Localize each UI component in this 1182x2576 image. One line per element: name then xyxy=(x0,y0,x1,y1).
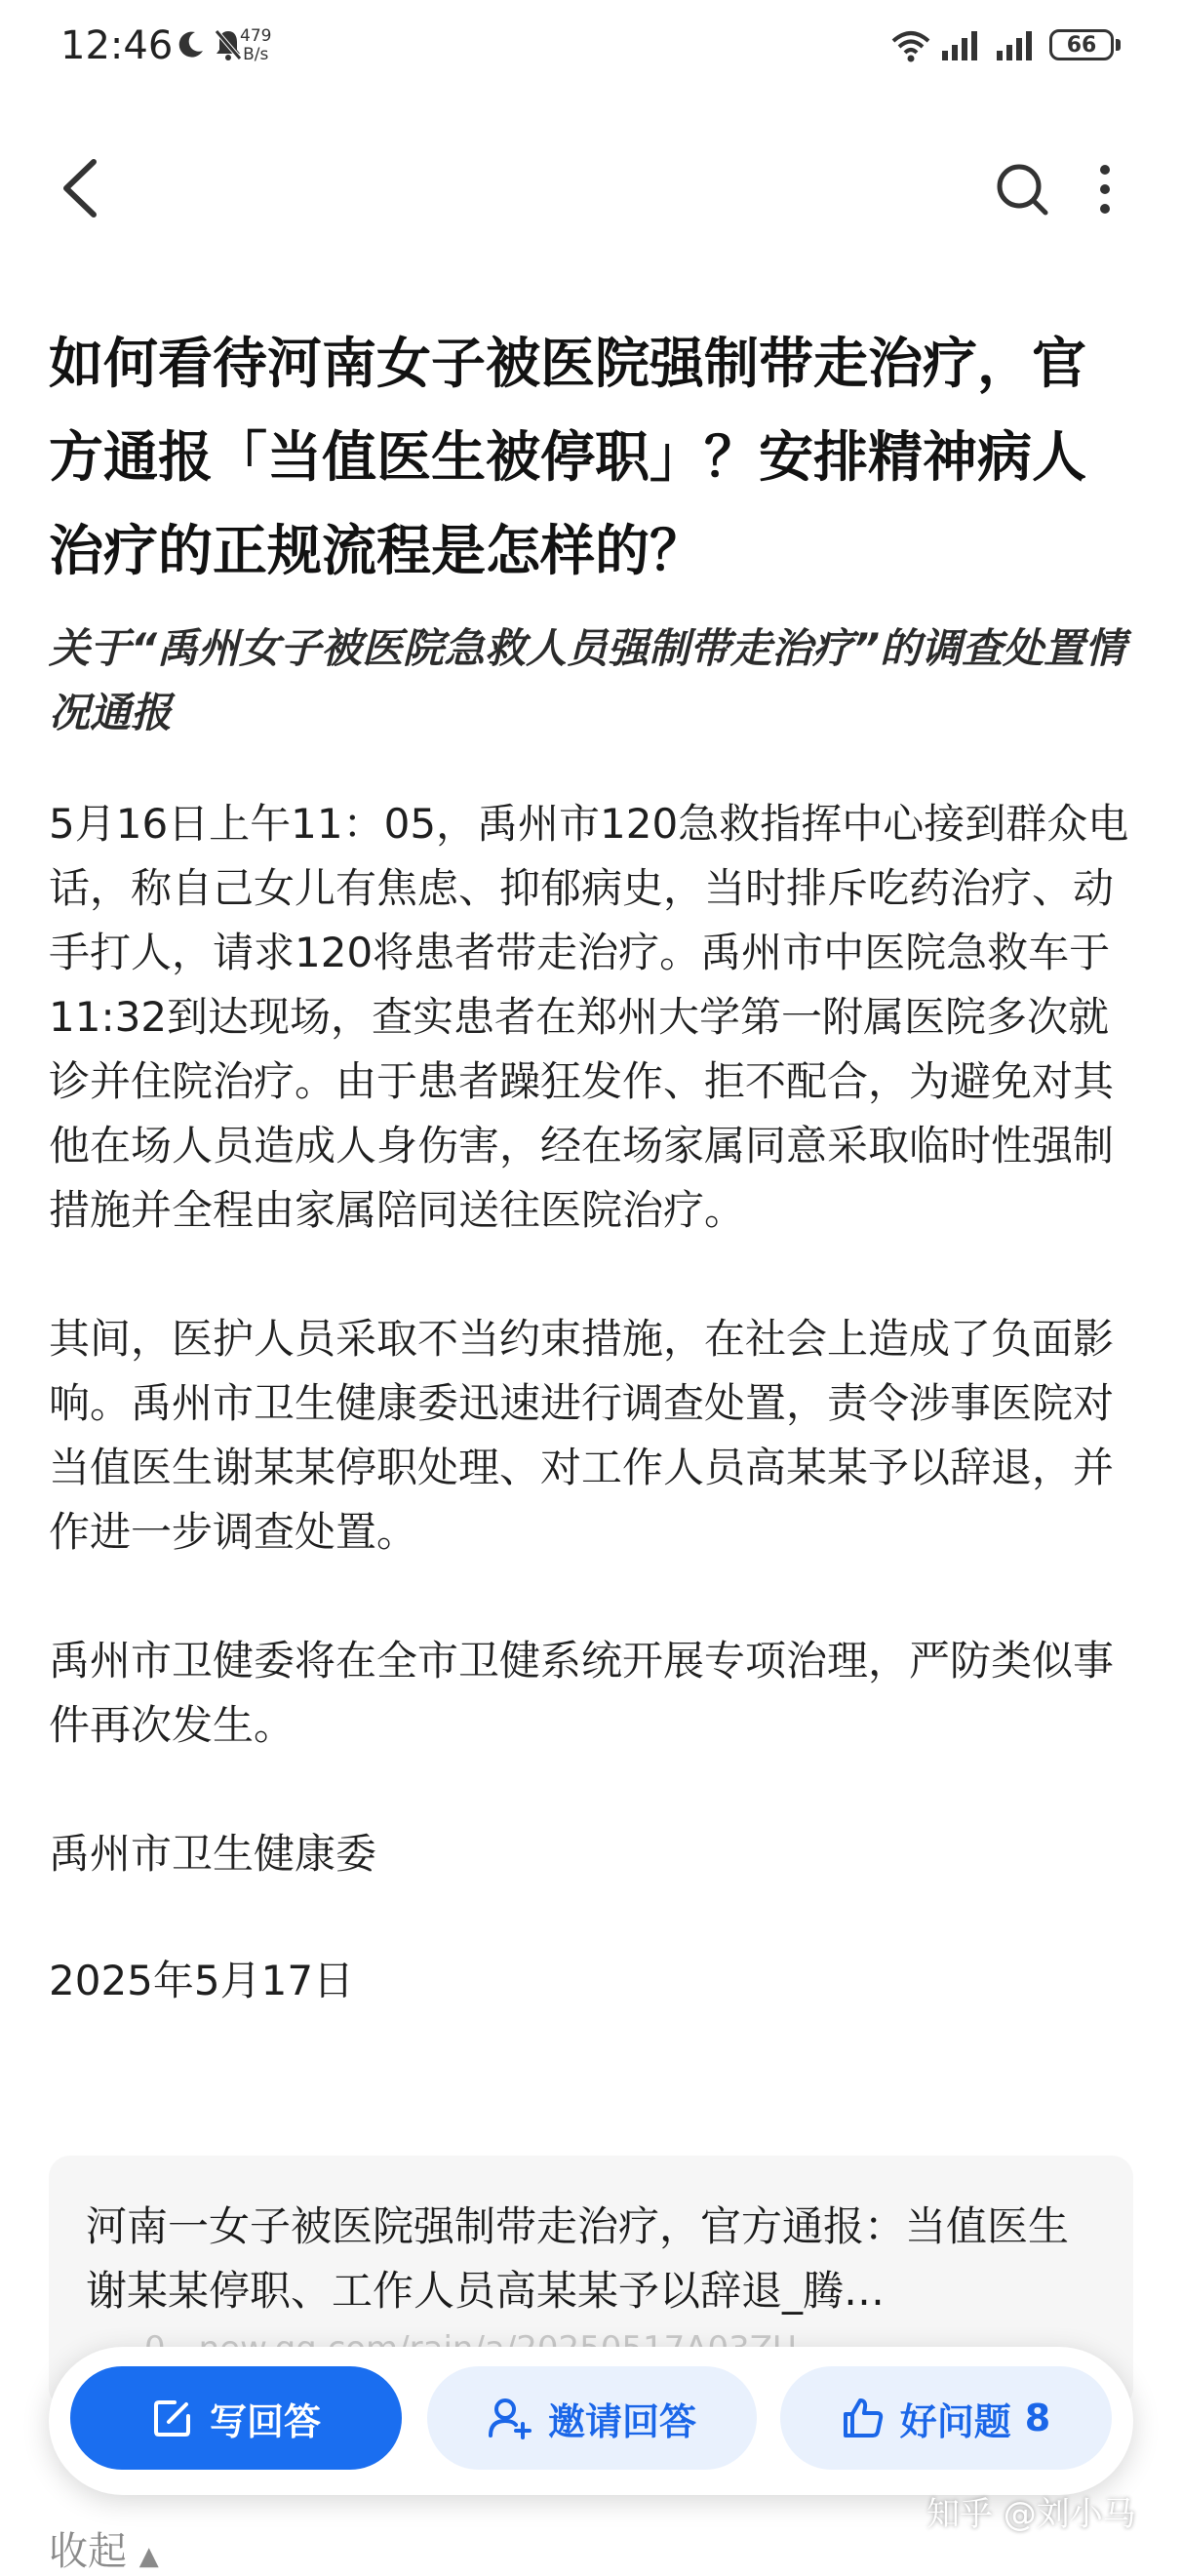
more-vertical-icon[interactable] xyxy=(1090,160,1120,218)
net-speed-unit: B/s xyxy=(243,45,269,64)
collapse-button[interactable] xyxy=(49,2520,159,2576)
issue-date: 2025年5月17日 xyxy=(49,1957,355,2004)
top-nav xyxy=(0,127,1182,244)
net-speed xyxy=(240,27,271,64)
signal-icon xyxy=(993,25,1040,64)
good-question-count: 8 xyxy=(1024,2397,1051,2439)
chevron-left-icon[interactable] xyxy=(57,156,105,220)
wifi-icon xyxy=(887,25,934,64)
search-icon[interactable] xyxy=(993,160,1051,218)
chevron-up-icon: ▲ xyxy=(138,2542,159,2571)
thumbs-up-icon xyxy=(842,2397,885,2439)
write-answer-button[interactable] xyxy=(70,2366,402,2470)
paragraph: 5月16日上午11：05，禹州市120急救指挥中心接到群众电话，称自己女儿有焦虑、抑郁病史，当时排斥吃药治疗、动手打人，请求120将患者带走治疗。禹州市中医院急救车于11:32到达现场，查实患者在郑州大学第一附属医院多次就诊并住院治疗。由于患者躁狂发作、拒不配合，为避免对其他在场人员造成人身伤害，经在场家属同意采取临时性强制措施并全程由家属陪同送往医院治疗。 xyxy=(49,800,1129,1234)
link-card-title: 河南一女子被医院强制带走治疗，官方通报：当值医生谢某某停职、工作人员高某某予以辞退_腾… xyxy=(86,2202,1070,2315)
net-speed-value: 479 xyxy=(240,26,272,46)
action-bar xyxy=(49,2347,1133,2495)
battery-level: 66 xyxy=(1066,32,1097,58)
issuer: 禹州市卫生健康委 xyxy=(49,1830,377,1878)
status-bar xyxy=(0,0,1182,98)
status-time: 12:46 xyxy=(60,23,174,68)
good-question-label: 好问题 xyxy=(899,2399,1011,2443)
watermark: 知乎 @刘小马 xyxy=(926,2495,1136,2534)
battery-tip xyxy=(1116,39,1121,51)
write-answer-label: 写回答 xyxy=(209,2399,321,2443)
question-title: 如何看待河南女子被医院强制带走治疗，官方通报「当值医生被停职」？安排精神病人治疗的正规流程是怎样的？ xyxy=(49,333,1086,583)
invite-answer-button[interactable] xyxy=(427,2366,757,2470)
invite-answer-label: 邀请回答 xyxy=(547,2399,696,2443)
announcement-subhead: 关于“禹州女子被医院急救人员强制带走治疗”的调查处置情况通报 xyxy=(49,624,1126,736)
answer-content xyxy=(49,616,1131,2078)
add-user-icon xyxy=(488,2397,532,2439)
collapse-label: 收起 xyxy=(49,2529,127,2574)
edit-icon xyxy=(151,2397,194,2439)
paragraph: 其间，医护人员采取不当约束措施，在社会上造成了负面影响。禹州市卫生健康委迅速进行调查处置，责令涉事医院对当值医生谢某某停职处理、对工作人员高某某予以辞退，并作进一步调查处置。 xyxy=(49,1315,1115,1556)
good-question-button[interactable] xyxy=(780,2366,1112,2470)
signal-icon xyxy=(938,25,985,64)
moon-icon xyxy=(176,29,205,60)
paragraph: 禹州市卫健委将在全市卫健系统开展专项治理，严防类似事件再次发生。 xyxy=(49,1637,1115,1749)
battery-icon xyxy=(1049,29,1114,60)
